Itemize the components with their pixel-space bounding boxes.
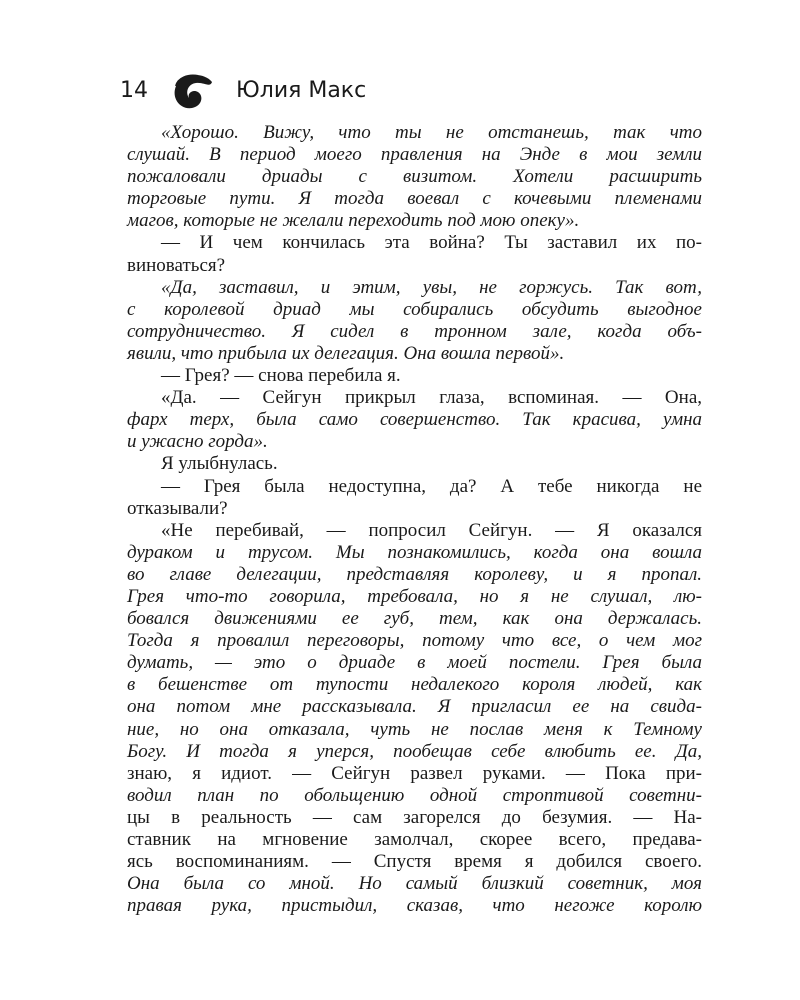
swirl-logo-icon [168,70,226,114]
text-line: она потом мне рассказывала. Я пригласил ее на свида- [127,696,702,718]
text-line: ставник на мгновение замолчал, скорее всего, предава- [127,829,702,850]
text-line: «Да. — Сейгун прикрыл глаза, вспоминая. — Она, [161,387,702,409]
text-line: ние, но она отказала, чуть не послав меня к Темному [127,718,702,740]
text-line: ясь воспоминаниям. — Спустя время я добился своего. [127,851,702,873]
page-number: 14 [120,78,148,103]
text-line: слушай. В период моего правления на Энде в мои земли [127,144,702,166]
text-line: «Не перебивай, — попросил Сейгун. — Я оказался [161,519,702,541]
text-line: отказывали? [127,497,228,519]
text-line: Она была со мной. Но самый близкий советник, моя [127,873,702,895]
text-line: думать, — это о дриаде в моей постели. Грея была [127,652,702,674]
text-line: — Грея была недоступна, да? А тебе никогда не [161,475,702,497]
text-line: Грея что-то говорила, требовала, но я не слушал, лю- [127,585,702,607]
text-line: фарх терх, была само совершенство. Так красива, умна [127,409,702,431]
text-line: виноваться? [127,254,226,276]
text-line: водил план по обольщению одной строптивой советни- [127,784,702,806]
text-line: и ужасно горда». [127,431,268,453]
text-line: сотрудничество. Я сидел в тронном зале, когда объ- [127,320,702,342]
text-line: «Да, заставил, и этим, увы, не горжусь. Так вот, [161,276,702,298]
text-line: магов, которые не желали переходить под мою опеку». [127,210,580,232]
text-line: дураком и трусом. Мы познакомились, когда она вошла [127,541,702,563]
text-line: «Хорошо. Вижу, что ты не отстанешь, так что [161,122,702,143]
text-line: Я улыбнулась. [161,453,278,475]
text-line: в бешенстве от тупости недалекого короля людей, как [127,674,702,696]
text-line: правая рука, пристыдил, сказав, что негоже королю [127,895,702,917]
text-line: Богу. И тогда я уперся, пообещав себе влюбить ее. Да, [127,740,702,762]
text-line: бовался движениями ее губ, тем, как она держалась. [127,608,702,630]
text-line: торговые пути. Я тогда воевал с кочевыми племенами [127,188,702,210]
text-line: знаю, я идиот. — Сейгун развел руками. — Пока при- [127,762,702,784]
author-name: Юлия Макс [236,78,367,103]
text-line: — И чем кончилась эта война? Ты заставил их по- [161,232,702,254]
text-line: во главе делегации, представляя королеву, и я пропал. [127,563,702,585]
text-line: пожаловали дриады с визитом. Хотели расширить [127,166,702,188]
text-line: цы в реальность — сам загорелся до безумия. — На- [127,806,702,828]
text-line: Тогда я провалил переговоры, потому что все, о чем мог [127,630,702,652]
text-line: явили, что прибыла их делегация. Она вошла первой». [127,342,565,364]
page-header [120,70,700,114]
text-line: с королевой дриад мы собирались обсудить выгодное [127,298,702,320]
body-text [127,122,702,917]
text-line: — Грея? — снова перебила я. [161,365,401,387]
